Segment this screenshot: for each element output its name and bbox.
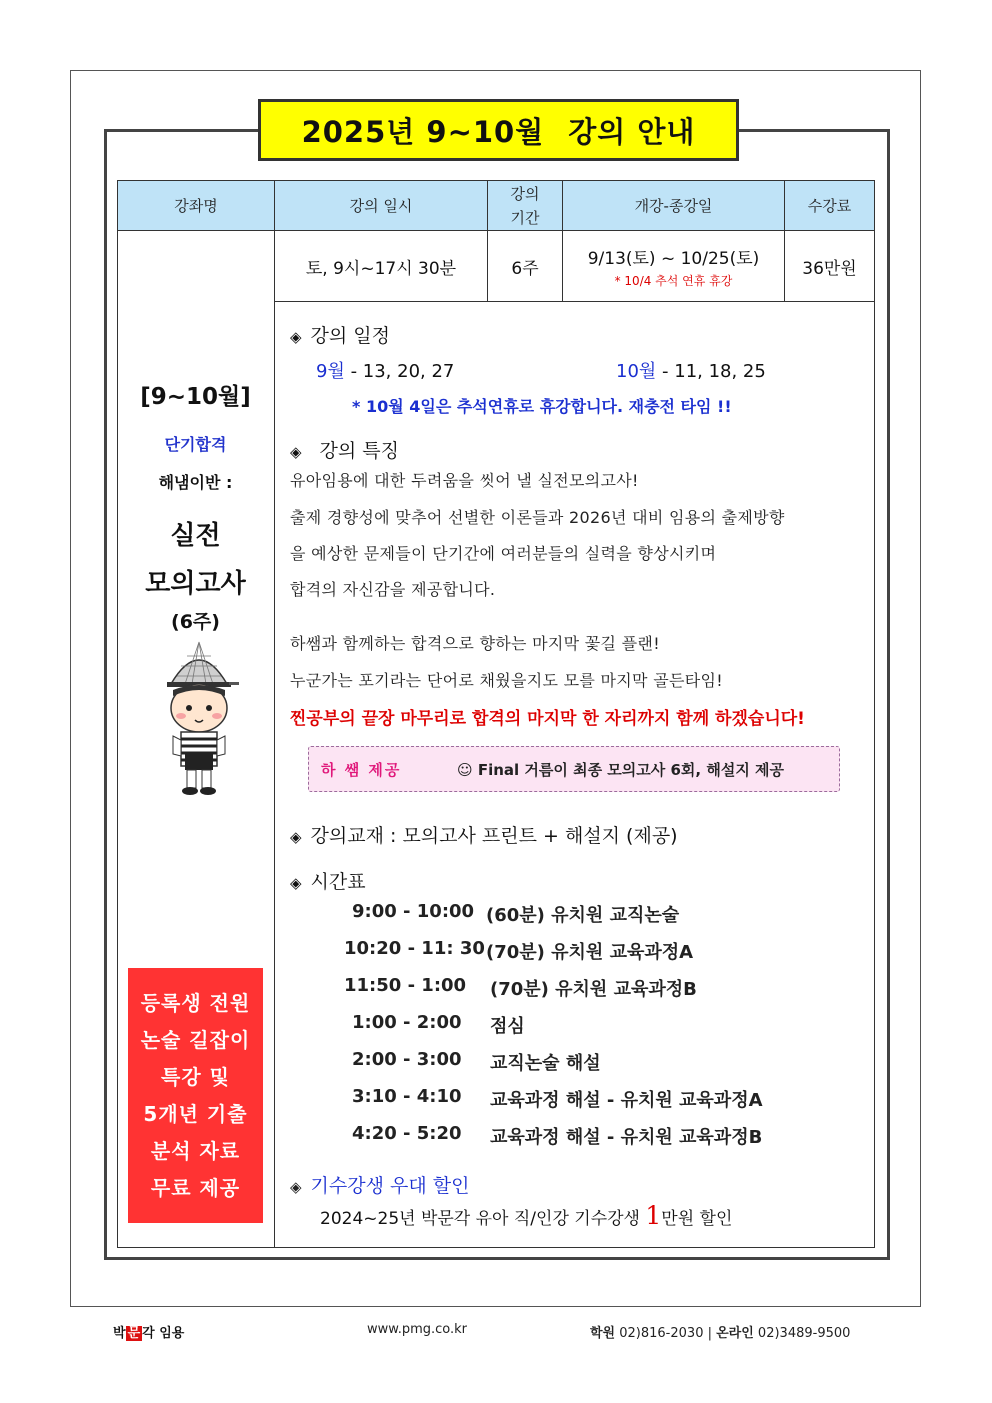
footer xyxy=(0,1322,992,1346)
badge-line: 논술 길잡이 xyxy=(140,1027,251,1052)
badge-line: 특강 및 xyxy=(161,1064,230,1089)
diamond-bullet-icon: ◈ xyxy=(290,828,302,846)
left-column xyxy=(117,230,274,1248)
badge-line: 무료 제공 xyxy=(150,1175,241,1200)
course-title-line1: 실전 xyxy=(170,521,221,551)
feature-line: 유아임용에 대한 두려움을 씻어 낼 실전모의고사! xyxy=(290,471,639,490)
offer-text: ☺ Final 거름이 최종 모의고사 6회, 해설지 제공 xyxy=(457,760,785,779)
schedule-heading: ◈ 강의 일정 xyxy=(290,325,391,347)
discount-amount: 1 xyxy=(645,1201,662,1230)
header-dates: 개강-종강일 xyxy=(563,181,785,231)
course-datetime: 토, 9시~17시 30분 xyxy=(275,231,488,302)
feature-line: 하쌤과 함께하는 합격으로 향하는 마지막 꽃길 플랜! xyxy=(290,634,660,653)
chef-mascot-image xyxy=(159,636,239,806)
feature-highlight-line: 찐공부의 끝장 마무리로 합격의 마지막 한 자리까지 함께 하겠습니다! xyxy=(290,709,805,729)
feature-line: 출제 경향성에 맞추어 선별한 이론들과 2026년 대비 임용의 출제방향 xyxy=(290,508,785,527)
features-heading: ◈ 강의 특징 xyxy=(290,440,400,462)
course-title-line2: 모의고사 xyxy=(145,569,246,599)
header-period: 강의 기간 xyxy=(488,181,563,231)
diamond-bullet-icon: ◈ xyxy=(290,1178,302,1196)
course-dates xyxy=(563,231,785,302)
offer-label: 하 쌤 제공 xyxy=(321,760,402,779)
header-course-name: 강좌명 xyxy=(118,181,275,231)
short-pass-label: 단기합격 xyxy=(164,435,227,454)
diamond-bullet-icon: ◈ xyxy=(290,328,302,346)
header-fee: 수강료 xyxy=(785,181,874,231)
course-details: ◈ 강의 일정 9월 - 13, 20, 27 10월 - 11, 18, 25 * 10월 4일은 추석연휴로 휴강합니다. 재충전 타임 !! ◈ 강의 특징 유아임용에 대한 두려움을 씻어 낼 실전모의고사! 출제 경향성에 맞추어 선별한 이론들과 2026년 대비 임용의 출제방향 을 예상한 문제들이 단기간에 여러분들의 실력을 향상시키며 합격의 자신감을 제공합니다. 하쌤과 함께하는 합격으로 향하는 마지막 꽃길 플랜! 누군가는 포기라는 단어로 채웠을지도 모를 마지막 골든타임! 찐공부의 끝장 마무리로 합격의 마지막 한 자리까지 함께 하겠습니다! 하 쌤 제공 ☺ Final 거름이 최종 모의고사 6회, 해설지 제공 ◈ 강의교재 : 모의고사 프린트 + 해설지 (제공) ◈ 시간표 9:00 - 10:00 (60분) 유치원 교직논술 10:20 - 11: 30 (70분) 유치원 교육과정A 11:50 - 1:00 (70분) 유치원 교육과정B 1:00 - 2:00 점심 2:00 - 3:00 교직논술 해설 3:10 - 4:10 교육과정 해설 - 유치원 교육과정A 4:20 - 5:20 교육과정 해설 - 유치원 교육과정B ◈ 기수강생 우대 할인 2024~25년 박문각 유아 직/인강 기수강생 1만원 할인 xyxy=(274,301,875,1248)
page-title: 2025년 9~10월 강의 안내 xyxy=(301,114,696,149)
free-materials-badge xyxy=(128,968,263,1223)
page-title-box xyxy=(258,99,739,161)
badge-line: 분석 자료 xyxy=(150,1138,241,1163)
header-datetime: 강의 일시 xyxy=(275,181,488,231)
schedule-october: 10월 - 11, 18, 25 xyxy=(616,361,766,382)
feature-line: 누군가는 포기라는 단어로 채웠을지도 모를 마지막 골든타임! xyxy=(290,671,723,690)
class-name-label: 해냄이반 : xyxy=(158,473,233,492)
offer-box xyxy=(308,746,840,792)
timetable-heading: ◈ 시간표 xyxy=(290,871,366,893)
contact-info: 학원 02)816-2030 | 온라인 02)3489-9500 xyxy=(590,1326,851,1341)
course-period: 6주 xyxy=(488,231,563,302)
diamond-bullet-icon: ◈ xyxy=(290,443,302,461)
discount-heading: ◈ 기수강생 우대 할인 xyxy=(290,1175,470,1197)
course-dates-note: * 10/4 추석 연휴 휴강 xyxy=(614,273,733,288)
materials-line: ◈ 강의교재 : 모의고사 프린트 + 해설지 (제공) xyxy=(290,825,678,847)
term-label: [9~10월] xyxy=(140,384,251,410)
badge-line: 등록생 전원 xyxy=(140,990,251,1015)
course-dates-range: 9/13(토) ~ 10/25(토) xyxy=(587,248,760,269)
diamond-bullet-icon: ◈ xyxy=(290,874,302,892)
discount-text: 2024~25년 박문각 유아 직/인강 기수강생 1만원 할인 xyxy=(320,1201,733,1230)
badge-line: 5개년 기출 xyxy=(143,1101,248,1126)
course-weeks: (6주) xyxy=(171,611,220,633)
website-url[interactable]: www.pmg.co.kr xyxy=(367,1322,468,1337)
feature-line: 합격의 자신감을 제공합니다. xyxy=(290,580,496,599)
course-fee: 36만원 xyxy=(785,231,874,302)
publisher-logo: 박 문 각 임용 xyxy=(113,1326,185,1341)
schedule-holiday-note: * 10월 4일은 추석연휴로 휴강합니다. 재충전 타임 !! xyxy=(352,397,732,416)
schedule-september: 9월 - 13, 20, 27 xyxy=(316,361,455,382)
feature-line: 을 예상한 문제들이 단기간에 여러분들의 실력을 향상시키며 xyxy=(290,544,717,563)
